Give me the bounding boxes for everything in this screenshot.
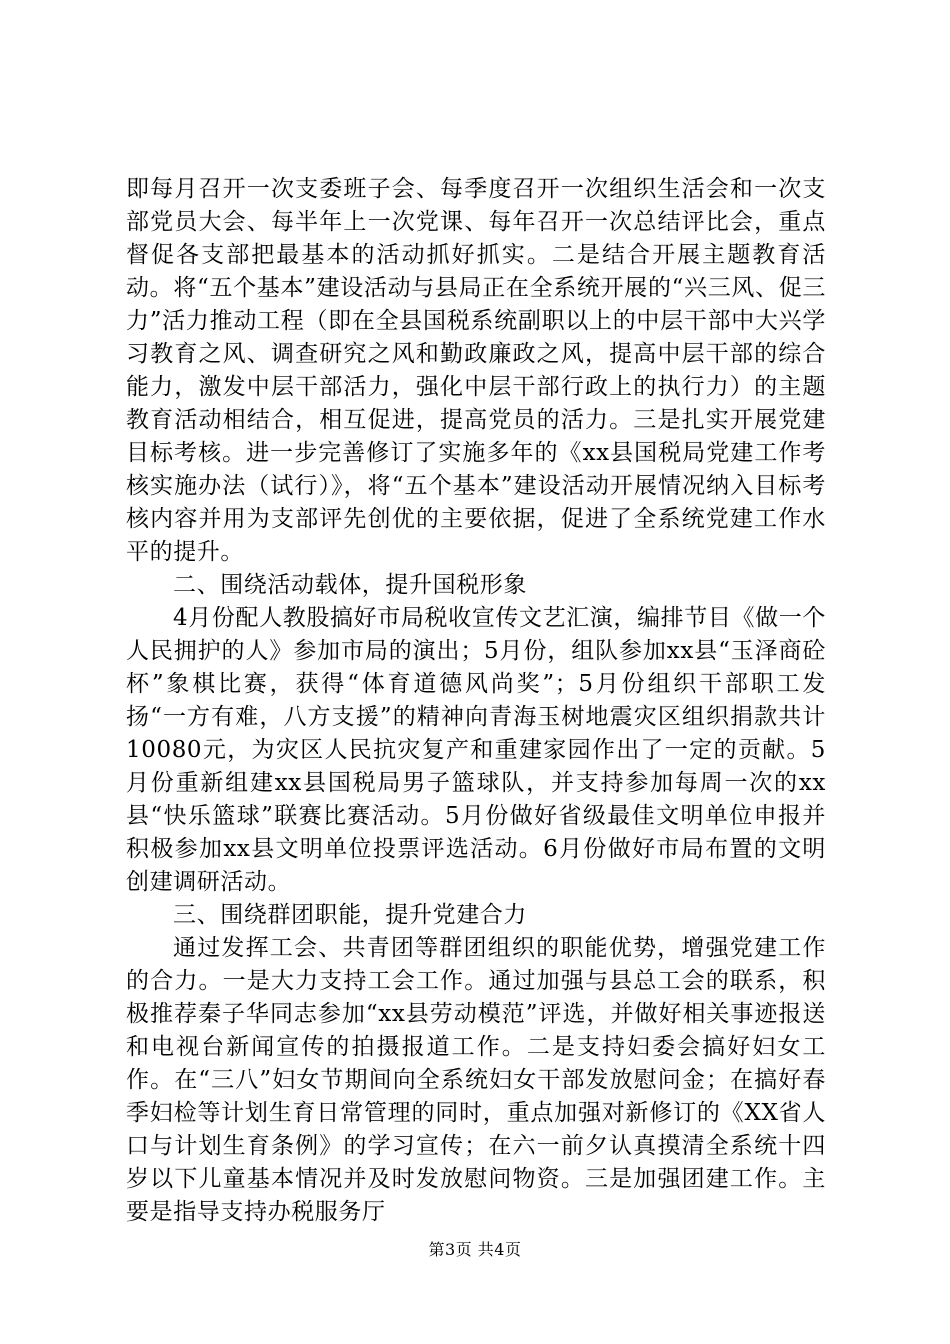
document-body	[126, 173, 826, 1229]
paragraph-cultural-activities: 4月份配人教股搞好市局税收宣传文艺汇演，编排节目《做一个人民拥护的人》参加市局的演出；5月份，组队参加xx县“玉泽商砼杯”象棋比赛，获得“体育道德风尚奖”；5月份组织干部职工发扬“一方有难，八方支援”的精神向青海玉树地震灾区组织捐款共计10080元，为灾区人民抗灾复产和重建家园作出了一定的贡献。5月份重新组建xx县国税局男子篮球队，并支持参加每周一次的xx县“快乐篮球”联赛比赛活动。5月份做好省级最佳文明单位申报并积极参加xx县文明单位投票评选活动。6月份做好市局布置的文明创建调研活动。	[126, 605, 826, 895]
paragraph-union-youth-work: 通过发挥工会、共青团等群团组织的职能优势，增强党建工作的合力。一是大力支持工会工作。通过加强与县总工会的联系，积极推荐秦子华同志参加“xx县劳动模范”评选，并做好相关事迹报送和电视台新闻宣传的拍摄报道工作。二是支持妇委会搞好妇女工作。在“三八”妇女节期间向全系统妇女干部发放慰问金；在搞好春季妇检等计划生育日常管理的同时，重点加强对新修订的《XX省人口与计划生育条例》的学习宣传；在六一前夕认真摸清全系统十四岁以下儿童基本情况并及时发放慰问物资。三是加强团建工作。主要是指导支持办税服务厅	[126, 935, 826, 1225]
paragraph-party-building-activities: 即每月召开一次支委班子会、每季度召开一次组织生活会和一次支部党员大会、每半年上一次党课、每年召开一次总结评比会，重点督促各支部把最基本的活动抓好抓实。二是结合开展主题教育活动。将“五个基本”建设活动与县局正在全系统开展的“兴三风、促三力”活力推动工程（即在全县国税系统副职以上的中层干部中大兴学习教育之风、调查研究之风和勤政廉政之风，提高中层干部的综合能力，激发中层干部活力，强化中层干部行政上的执行力）的主题教育活动相结合，相互促进，提高党员的活力。三是扎实开展党建目标考核。进一步完善修订了实施多年的《xx县国税局党建工作考核实施办法（试行）》，将“五个基本”建设活动开展情况纳入目标考核内容并用为支部评先创优的主要依据，促进了全系统党建工作水平的提升。	[126, 176, 826, 565]
section-heading-group-functions: 三、围绕群团职能，提升党建合力	[173, 902, 527, 928]
section-heading-tax-image: 二、围绕活动载体，提升国税形象	[173, 572, 527, 598]
page-number-footer: 第3页 共4页	[428, 1240, 522, 1259]
